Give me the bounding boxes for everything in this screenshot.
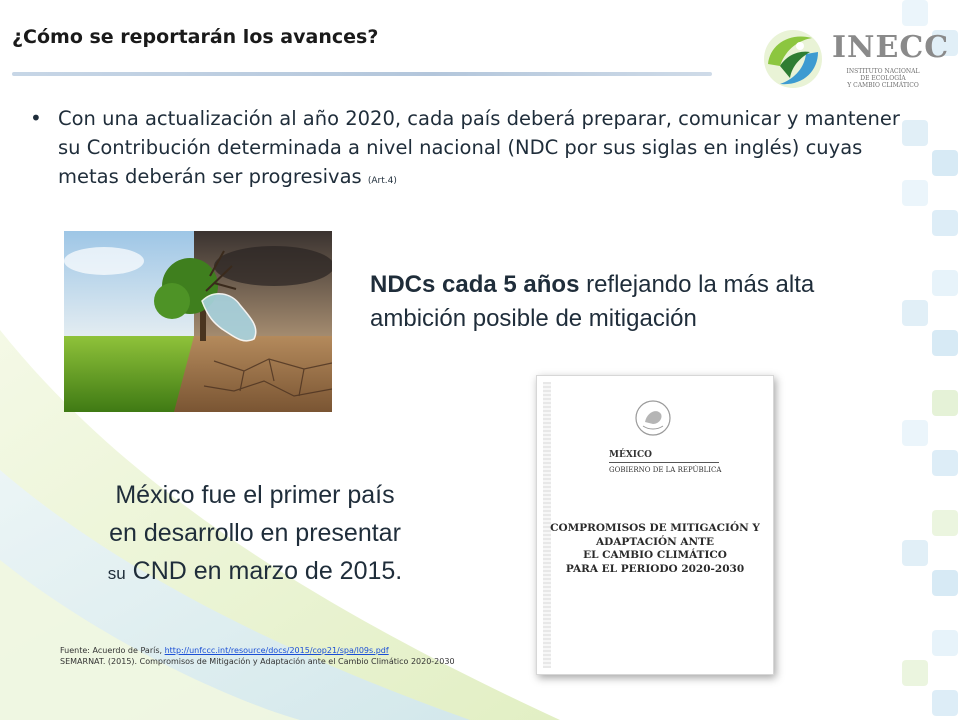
logo-name: INECC bbox=[832, 30, 950, 65]
inecc-emblem-icon bbox=[760, 26, 826, 92]
bullet-dot-icon: • bbox=[30, 106, 42, 130]
document-title-line: PARA EL PERIODO 2020-2030 bbox=[565, 562, 745, 575]
mexico-statement-part1: México fue el primer país en desarrollo en presentar bbox=[109, 481, 401, 547]
title-divider bbox=[12, 72, 712, 76]
document-government: GOBIERNO DE LA REPÚBLICA bbox=[609, 466, 722, 474]
document-title-line: COMPROMISOS DE MITIGACIÓN Y bbox=[550, 522, 760, 534]
article-reference: (Art.4) bbox=[367, 176, 397, 186]
source-line-2: SEMARNAT. (2015). Compromisos de Mitigación y Adaptación ante el Cambio Climático 2020-2030 bbox=[60, 657, 455, 666]
inecc-logo bbox=[760, 26, 950, 96]
logo-subtitle-line: DE ECOLOGÍA bbox=[860, 75, 906, 82]
bullet-text: Con una actualización al año 2020, cada país deberá preparar, comunicar y mantener su Contribución determinada a nivel nacional (NDC por sus siglas en inglés) cuyas metas deberán ser progresivas bbox=[58, 107, 900, 188]
document-divider bbox=[609, 462, 719, 463]
ndc-rest: reflejando la más alta ambición posible de mitigación bbox=[370, 271, 815, 332]
source-link[interactable]: http://unfccc.int/resource/docs/2015/cop21/spa/l09s.pdf bbox=[164, 646, 389, 655]
document-cover bbox=[536, 375, 774, 675]
mexico-statement-small: su bbox=[107, 564, 126, 583]
logo-subtitle-line: Y CAMBIO CLIMÁTICO bbox=[847, 82, 919, 89]
document-title-line: EL CAMBIO CLIMÁTICO bbox=[583, 549, 727, 561]
logo-subtitle bbox=[838, 68, 928, 89]
source-prefix: Fuente: Acuerdo de París, bbox=[60, 646, 165, 655]
logo-subtitle-line: INSTITUTO NACIONAL bbox=[846, 68, 920, 75]
sources-footnote bbox=[60, 645, 530, 667]
document-country: MÉXICO bbox=[609, 450, 653, 460]
ndc-highlight: NDCs cada 5 años bbox=[370, 271, 580, 298]
document-title-line: ADAPTACIÓN ANTE bbox=[596, 535, 714, 548]
mexico-seal-icon bbox=[633, 398, 673, 438]
mexico-statement-part2: CND en marzo de 2015. bbox=[125, 557, 403, 585]
bullet-paragraph bbox=[58, 104, 928, 196]
document-title bbox=[547, 522, 763, 576]
slide-title: ¿Cómo se reportarán los avances? bbox=[12, 26, 379, 48]
source-line-1 bbox=[60, 645, 530, 656]
climate-contrast-photo bbox=[64, 231, 332, 412]
ndc-statement bbox=[370, 268, 910, 336]
mexico-statement bbox=[100, 476, 410, 593]
